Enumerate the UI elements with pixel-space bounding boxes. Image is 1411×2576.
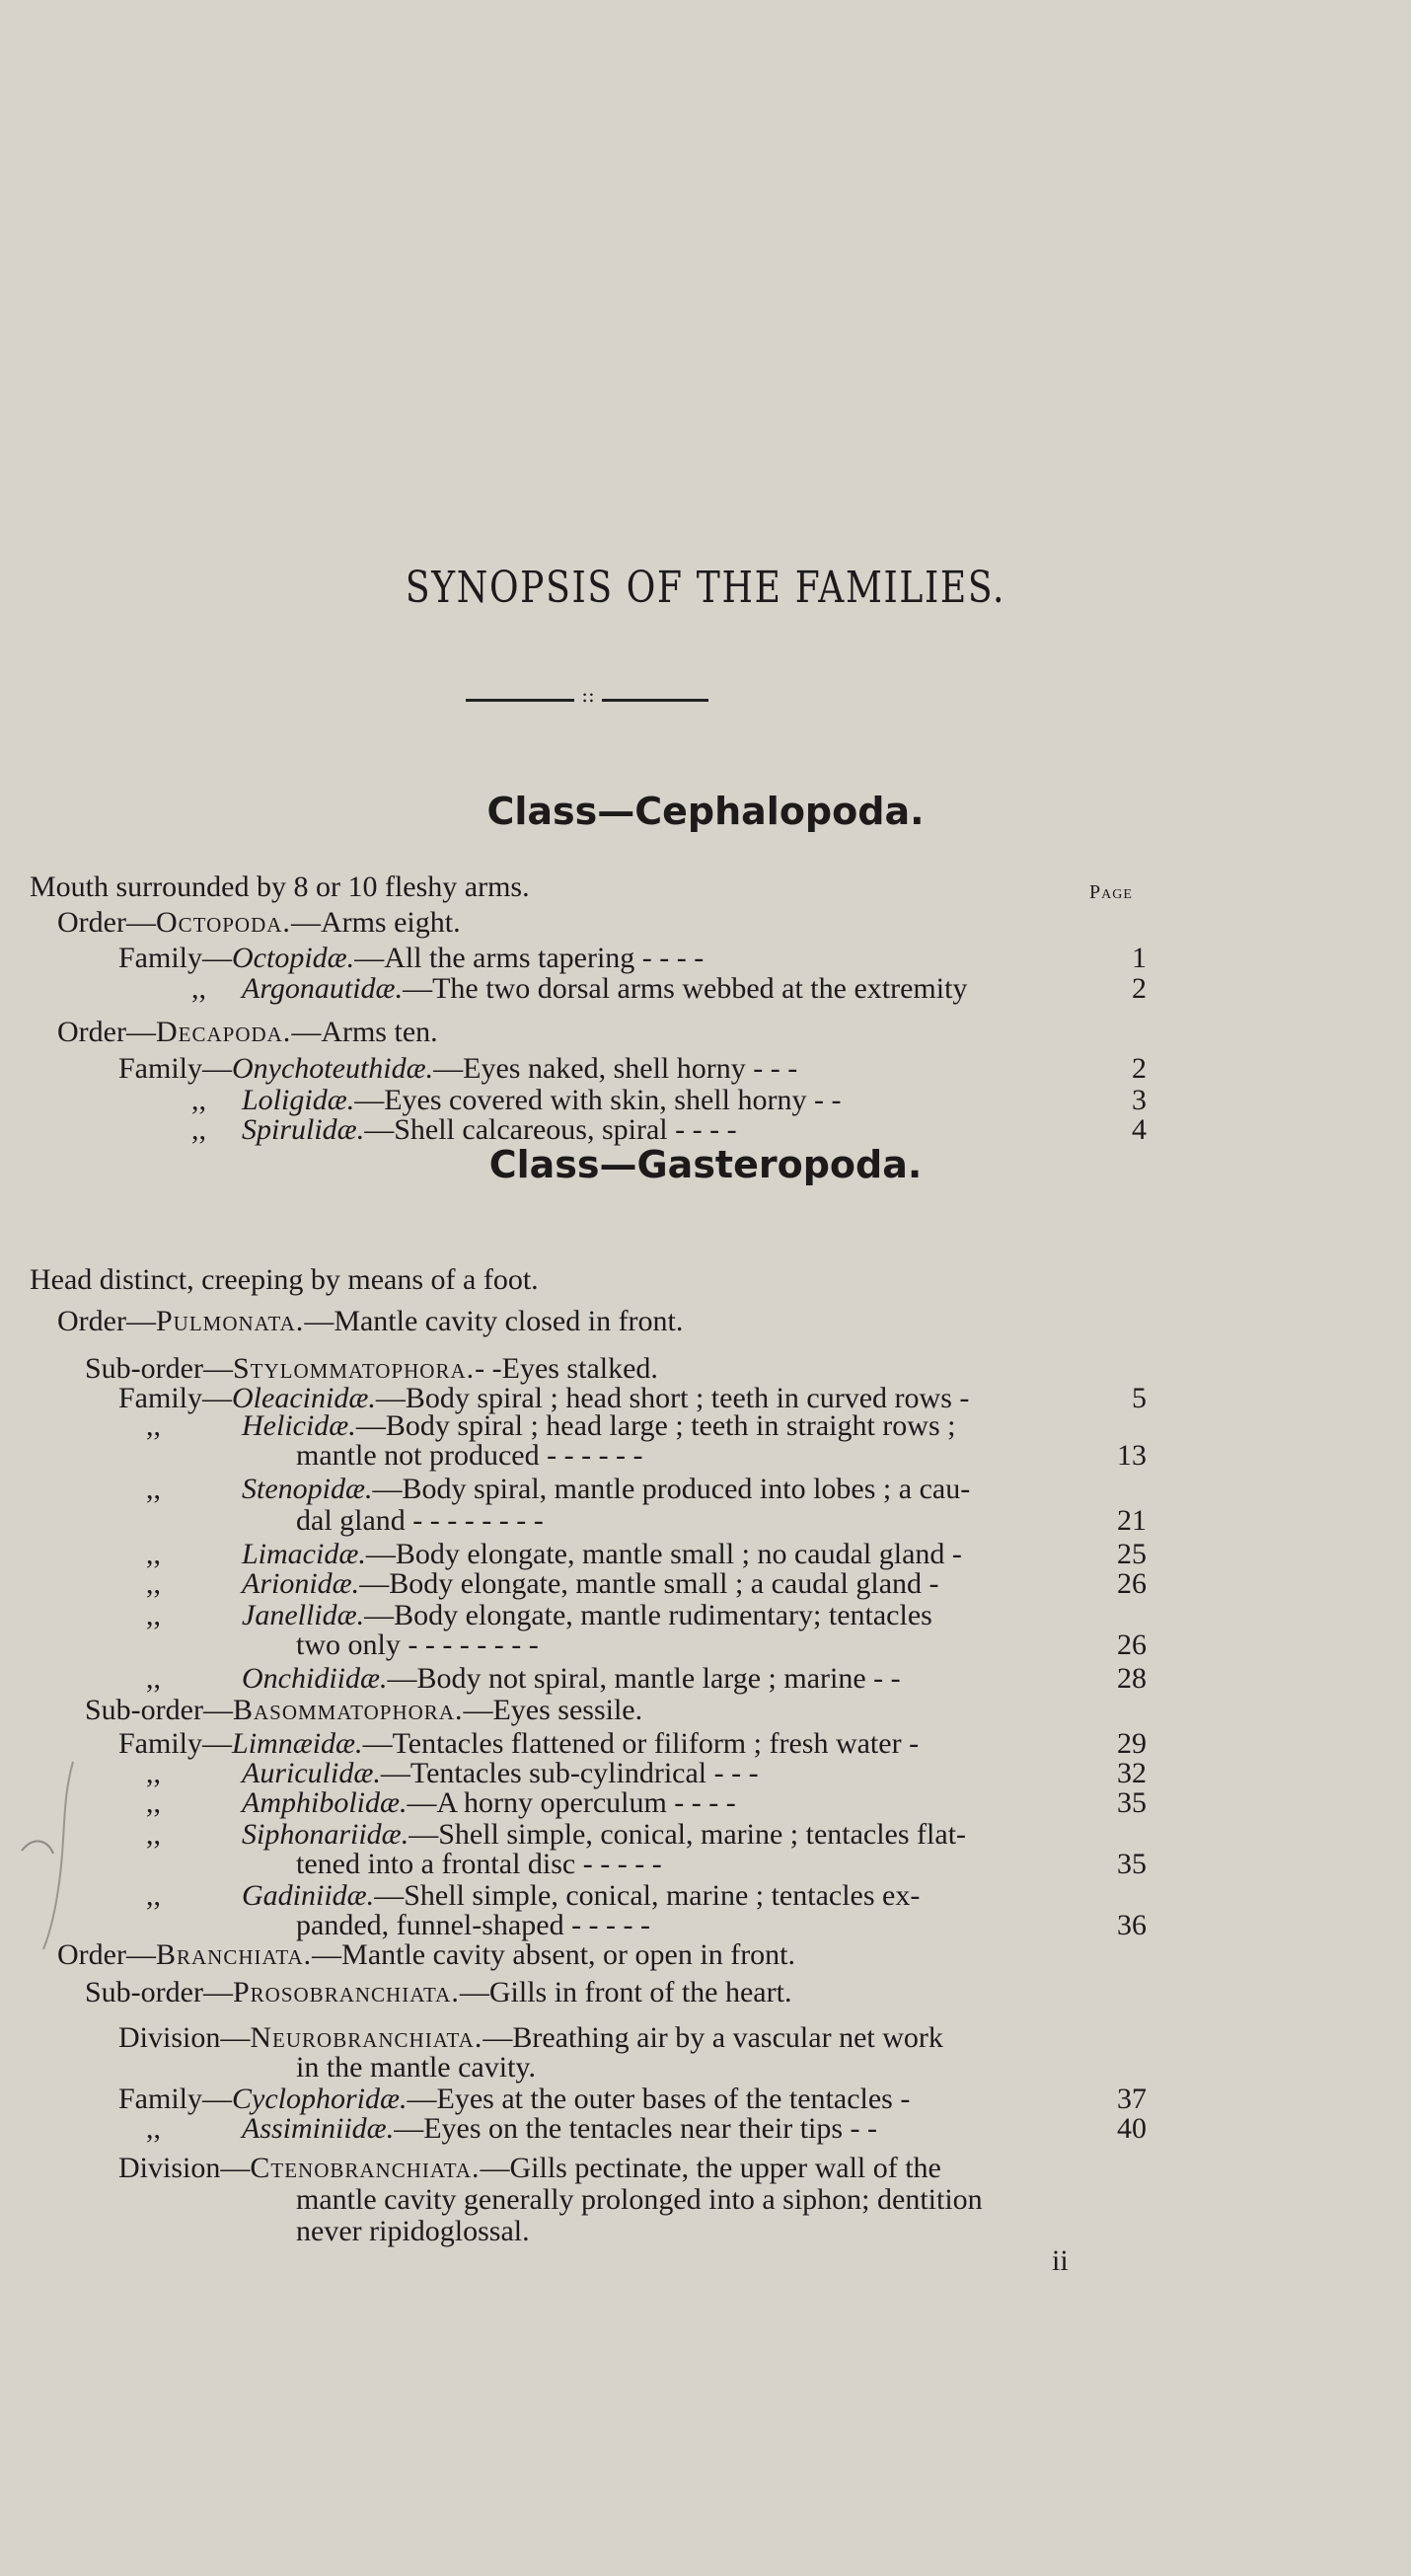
- entry-line: [146, 1786, 736, 1820]
- entry-description: —A horny operculum - - - -: [407, 1786, 736, 1819]
- entry-description: —Breathing air by a vascular net work: [483, 2021, 943, 2054]
- page-number: 40: [1117, 2112, 1147, 2145]
- entry-line: [146, 2112, 877, 2146]
- entry-description: —Eyes naked, shell horny - - -: [433, 1052, 798, 1085]
- entry-lead: panded, funnel-shaped - - - - -: [296, 1909, 651, 1941]
- entry-lead: Family—: [118, 2083, 233, 2115]
- page-number: 2: [1132, 1052, 1147, 1085]
- entry-line: [118, 942, 704, 975]
- page-title: SYNOPSIS OF THE FAMILIES.: [405, 563, 1006, 613]
- family-name: Limacidæ.: [242, 1538, 366, 1570]
- page-number: 5: [1132, 1382, 1147, 1414]
- entry-description: —Mantle cavity absent, or open in front.: [312, 1938, 796, 1971]
- family-name: Gadiniidæ.: [242, 1879, 375, 1912]
- entry-lead: ,,: [146, 1757, 161, 1789]
- entry-line: [85, 1976, 791, 2009]
- entry-description: —Body spiral, mantle produced into lobes ; a cau-: [372, 1473, 971, 1505]
- family-name: Amphibolidæ.: [242, 1786, 408, 1819]
- entry-lead: ,,: [146, 2112, 161, 2145]
- entry-line: [146, 1879, 920, 1913]
- entry-description: —Eyes on the tentacles near their tips - -: [394, 2112, 878, 2145]
- taxon-name: Decapoda.: [155, 1016, 292, 1048]
- taxon-name: Stylommatophora.: [232, 1352, 476, 1385]
- entry-description: —The two dorsal arms webbed at the extremity: [403, 972, 968, 1005]
- family-name: Argonautidæ.: [242, 972, 404, 1005]
- folio-number: ii: [1052, 2244, 1069, 2277]
- taxon-name: Neurobranchiata.: [250, 2021, 483, 2054]
- entry-lead: Family—: [118, 1052, 233, 1085]
- entry-description: —Eyes covered with skin, shell horny - -: [354, 1084, 842, 1116]
- pencil-mark-icon: [14, 1757, 83, 1954]
- entry-line: [30, 871, 530, 904]
- entry-line: [57, 1016, 438, 1049]
- entry-lead: ,,: [146, 1538, 161, 1570]
- entry-line: [85, 1352, 658, 1386]
- entry-lead: tened into a frontal disc - - - - -: [296, 1848, 662, 1880]
- entry-lead: Sub-order—: [85, 1352, 233, 1385]
- entry-line: [296, 2215, 530, 2248]
- entry-lead: Head distinct, creeping by means of a foot.: [30, 1263, 539, 1296]
- entry-lead: mantle not produced - - - - - -: [296, 1439, 643, 1472]
- entry-line: [57, 1305, 683, 1338]
- family-name: Spirulidæ.: [242, 1113, 365, 1146]
- entry-description: —Eyes sessile.: [463, 1694, 643, 1726]
- family-name: Auriculidæ.: [242, 1757, 381, 1789]
- entry-description: —Body not spiral, mantle large ; marine - -: [387, 1662, 901, 1695]
- entry-description: —Tentacles sub-cylindrical - - -: [380, 1757, 759, 1789]
- page-number: 2: [1132, 972, 1147, 1005]
- entry-line: [146, 1599, 932, 1632]
- entry-lead: dal gland - - - - - - - -: [296, 1504, 544, 1537]
- title-rule-right: [602, 699, 708, 702]
- entry-line: [57, 1938, 795, 1972]
- entry-line: [146, 1538, 962, 1571]
- page-number: 21: [1117, 1504, 1147, 1537]
- page-number: 26: [1117, 1629, 1147, 1661]
- family-name: Oleacinidæ.: [232, 1382, 376, 1414]
- entry-line: [146, 1567, 939, 1601]
- entry-line: [296, 1504, 544, 1538]
- entry-description: —Arms ten.: [291, 1016, 438, 1048]
- entry-line: [146, 1757, 759, 1790]
- entry-line: [85, 1694, 642, 1727]
- entry-lead: ,,: [191, 1113, 206, 1146]
- page-number: 3: [1132, 1084, 1147, 1116]
- entry-lead: in the mantle cavity.: [296, 2051, 536, 2084]
- entry-lead: ,,: [191, 972, 206, 1005]
- entry-line: [191, 1113, 737, 1147]
- taxon-name: Branchiata.: [155, 1938, 313, 1971]
- entry-line: [296, 1848, 662, 1881]
- taxon-name: Prosobranchiata.: [232, 1976, 460, 2008]
- entry-description: - -Eyes stalked.: [475, 1352, 658, 1385]
- entry-description: —Gills pectinate, the upper wall of the: [480, 2152, 941, 2184]
- entry-lead: Mouth surrounded by 8 or 10 fleshy arms.: [30, 871, 530, 903]
- page-column-header: Page: [1089, 881, 1133, 903]
- entry-description: —Body spiral ; head short ; teeth in curved rows -: [375, 1382, 970, 1414]
- family-name: Octopidæ.: [232, 942, 355, 974]
- entry-description: —Body spiral ; head large ; teeth in straight rows ;: [355, 1409, 956, 1442]
- entry-line: [146, 1409, 955, 1443]
- family-name: Onychoteuthidæ.: [232, 1052, 434, 1085]
- entry-line: [57, 906, 461, 940]
- entry-line: [296, 2183, 983, 2217]
- family-name: Cyclophoridæ.: [232, 2083, 408, 2115]
- taxon-name: Ctenobranchiata.: [250, 2152, 481, 2184]
- entry-lead: Division—: [118, 2021, 251, 2054]
- family-name: Onchidiidæ.: [242, 1662, 388, 1695]
- entry-line: [118, 1052, 797, 1086]
- entry-lead: ,,: [146, 1599, 161, 1631]
- entry-line: [296, 2051, 536, 2084]
- entry-description: —Body elongate, mantle small ; no caudal gland -: [365, 1538, 962, 1570]
- family-name: Assiminiidæ.: [242, 2112, 395, 2145]
- entry-description: —All the arms tapering - - - -: [354, 942, 705, 974]
- entry-description: —Tentacles flattened or filiform ; fresh water -: [362, 1727, 920, 1760]
- entry-lead: ,,: [146, 1473, 161, 1505]
- family-name: Loligidæ.: [242, 1084, 355, 1116]
- title-rule-left: [466, 699, 574, 702]
- entry-description: —Shell simple, conical, marine ; tentacles ex-: [374, 1879, 921, 1912]
- entry-lead: ,,: [146, 1786, 161, 1819]
- family-name: Arionidæ.: [242, 1567, 360, 1600]
- entry-line: [296, 1909, 650, 1942]
- entry-line: [118, 1727, 919, 1761]
- entry-lead: ,,: [146, 1879, 161, 1912]
- entry-lead: mantle cavity generally prolonged into a siphon; dentition: [296, 2183, 983, 2216]
- family-name: Helicidæ.: [242, 1409, 356, 1442]
- class-heading-cephalopoda: Class—Cephalopoda.: [486, 790, 925, 833]
- entry-line: [118, 2152, 941, 2185]
- page-number: 35: [1117, 1848, 1147, 1880]
- taxon-name: Pulmonata.: [155, 1305, 305, 1337]
- entry-description: —Body elongate, mantle small ; a caudal gland -: [359, 1567, 939, 1600]
- page-number: 35: [1117, 1786, 1147, 1819]
- page-number: 26: [1117, 1567, 1147, 1600]
- entry-description: —Shell simple, conical, marine ; tentacles flat-: [408, 1818, 967, 1851]
- entry-description: —Shell calcareous, spiral - - - -: [364, 1113, 737, 1146]
- entry-line: [296, 1629, 539, 1662]
- class-heading-gasteropoda: Class—Gasteropoda.: [488, 1143, 923, 1186]
- entry-line: [191, 1084, 841, 1117]
- page-number: 25: [1117, 1538, 1147, 1570]
- family-name: Limnæidæ.: [232, 1727, 363, 1760]
- entry-lead: Division—: [118, 2152, 251, 2184]
- entry-line: [118, 2021, 943, 2055]
- page-number: 36: [1117, 1909, 1147, 1941]
- page-number: 37: [1117, 2083, 1147, 2115]
- entry-description: —Arms eight.: [290, 906, 461, 939]
- entry-description: —Eyes at the outer bases of the tentacles -: [407, 2083, 911, 2115]
- entry-lead: Order—: [57, 1305, 156, 1337]
- entry-lead: Sub-order—: [85, 1976, 233, 2008]
- family-name: Stenopidæ.: [242, 1473, 373, 1505]
- entry-line: [30, 1263, 539, 1297]
- entry-lead: Order—: [57, 1016, 156, 1048]
- entry-lead: Family—: [118, 1727, 233, 1760]
- entry-description: —Gills in front of the heart.: [459, 1976, 792, 2008]
- entry-lead: never ripidoglossal.: [296, 2215, 530, 2247]
- entry-lead: Sub-order—: [85, 1694, 233, 1726]
- entry-line: [146, 1473, 970, 1506]
- entry-description: —Mantle cavity closed in front.: [304, 1305, 684, 1337]
- entry-lead: Family—: [118, 942, 233, 974]
- entry-lead: ,,: [146, 1409, 161, 1442]
- entry-line: [296, 1439, 643, 1473]
- entry-lead: ,,: [146, 1567, 161, 1600]
- entry-lead: ,,: [191, 1084, 206, 1116]
- entry-lead: Order—: [57, 906, 156, 939]
- family-name: Siphonariidæ.: [242, 1818, 409, 1851]
- taxon-name: Octopoda.: [155, 906, 291, 939]
- entry-description: —Body elongate, mantle rudimentary; tentacles: [364, 1599, 932, 1631]
- taxon-name: Basommatophora.: [232, 1694, 464, 1726]
- title-ornament: ::: [581, 683, 595, 707]
- page-number: 32: [1117, 1757, 1147, 1789]
- page-number: 13: [1117, 1439, 1147, 1472]
- page-number: 29: [1117, 1727, 1147, 1760]
- entry-lead: two only - - - - - - - -: [296, 1629, 539, 1661]
- entry-line: [191, 972, 967, 1006]
- page-number: 28: [1117, 1662, 1147, 1695]
- page-number: 1: [1132, 942, 1147, 974]
- entry-lead: ,,: [146, 1662, 161, 1695]
- entry-line: [146, 1662, 901, 1696]
- entry-line: [118, 2083, 910, 2116]
- entry-lead: Order—: [57, 1938, 156, 1971]
- entry-lead: Family—: [118, 1382, 233, 1414]
- family-name: Janellidæ.: [242, 1599, 365, 1631]
- entry-lead: ,,: [146, 1818, 161, 1851]
- entry-line: [146, 1818, 966, 1852]
- page-number: 4: [1132, 1113, 1147, 1146]
